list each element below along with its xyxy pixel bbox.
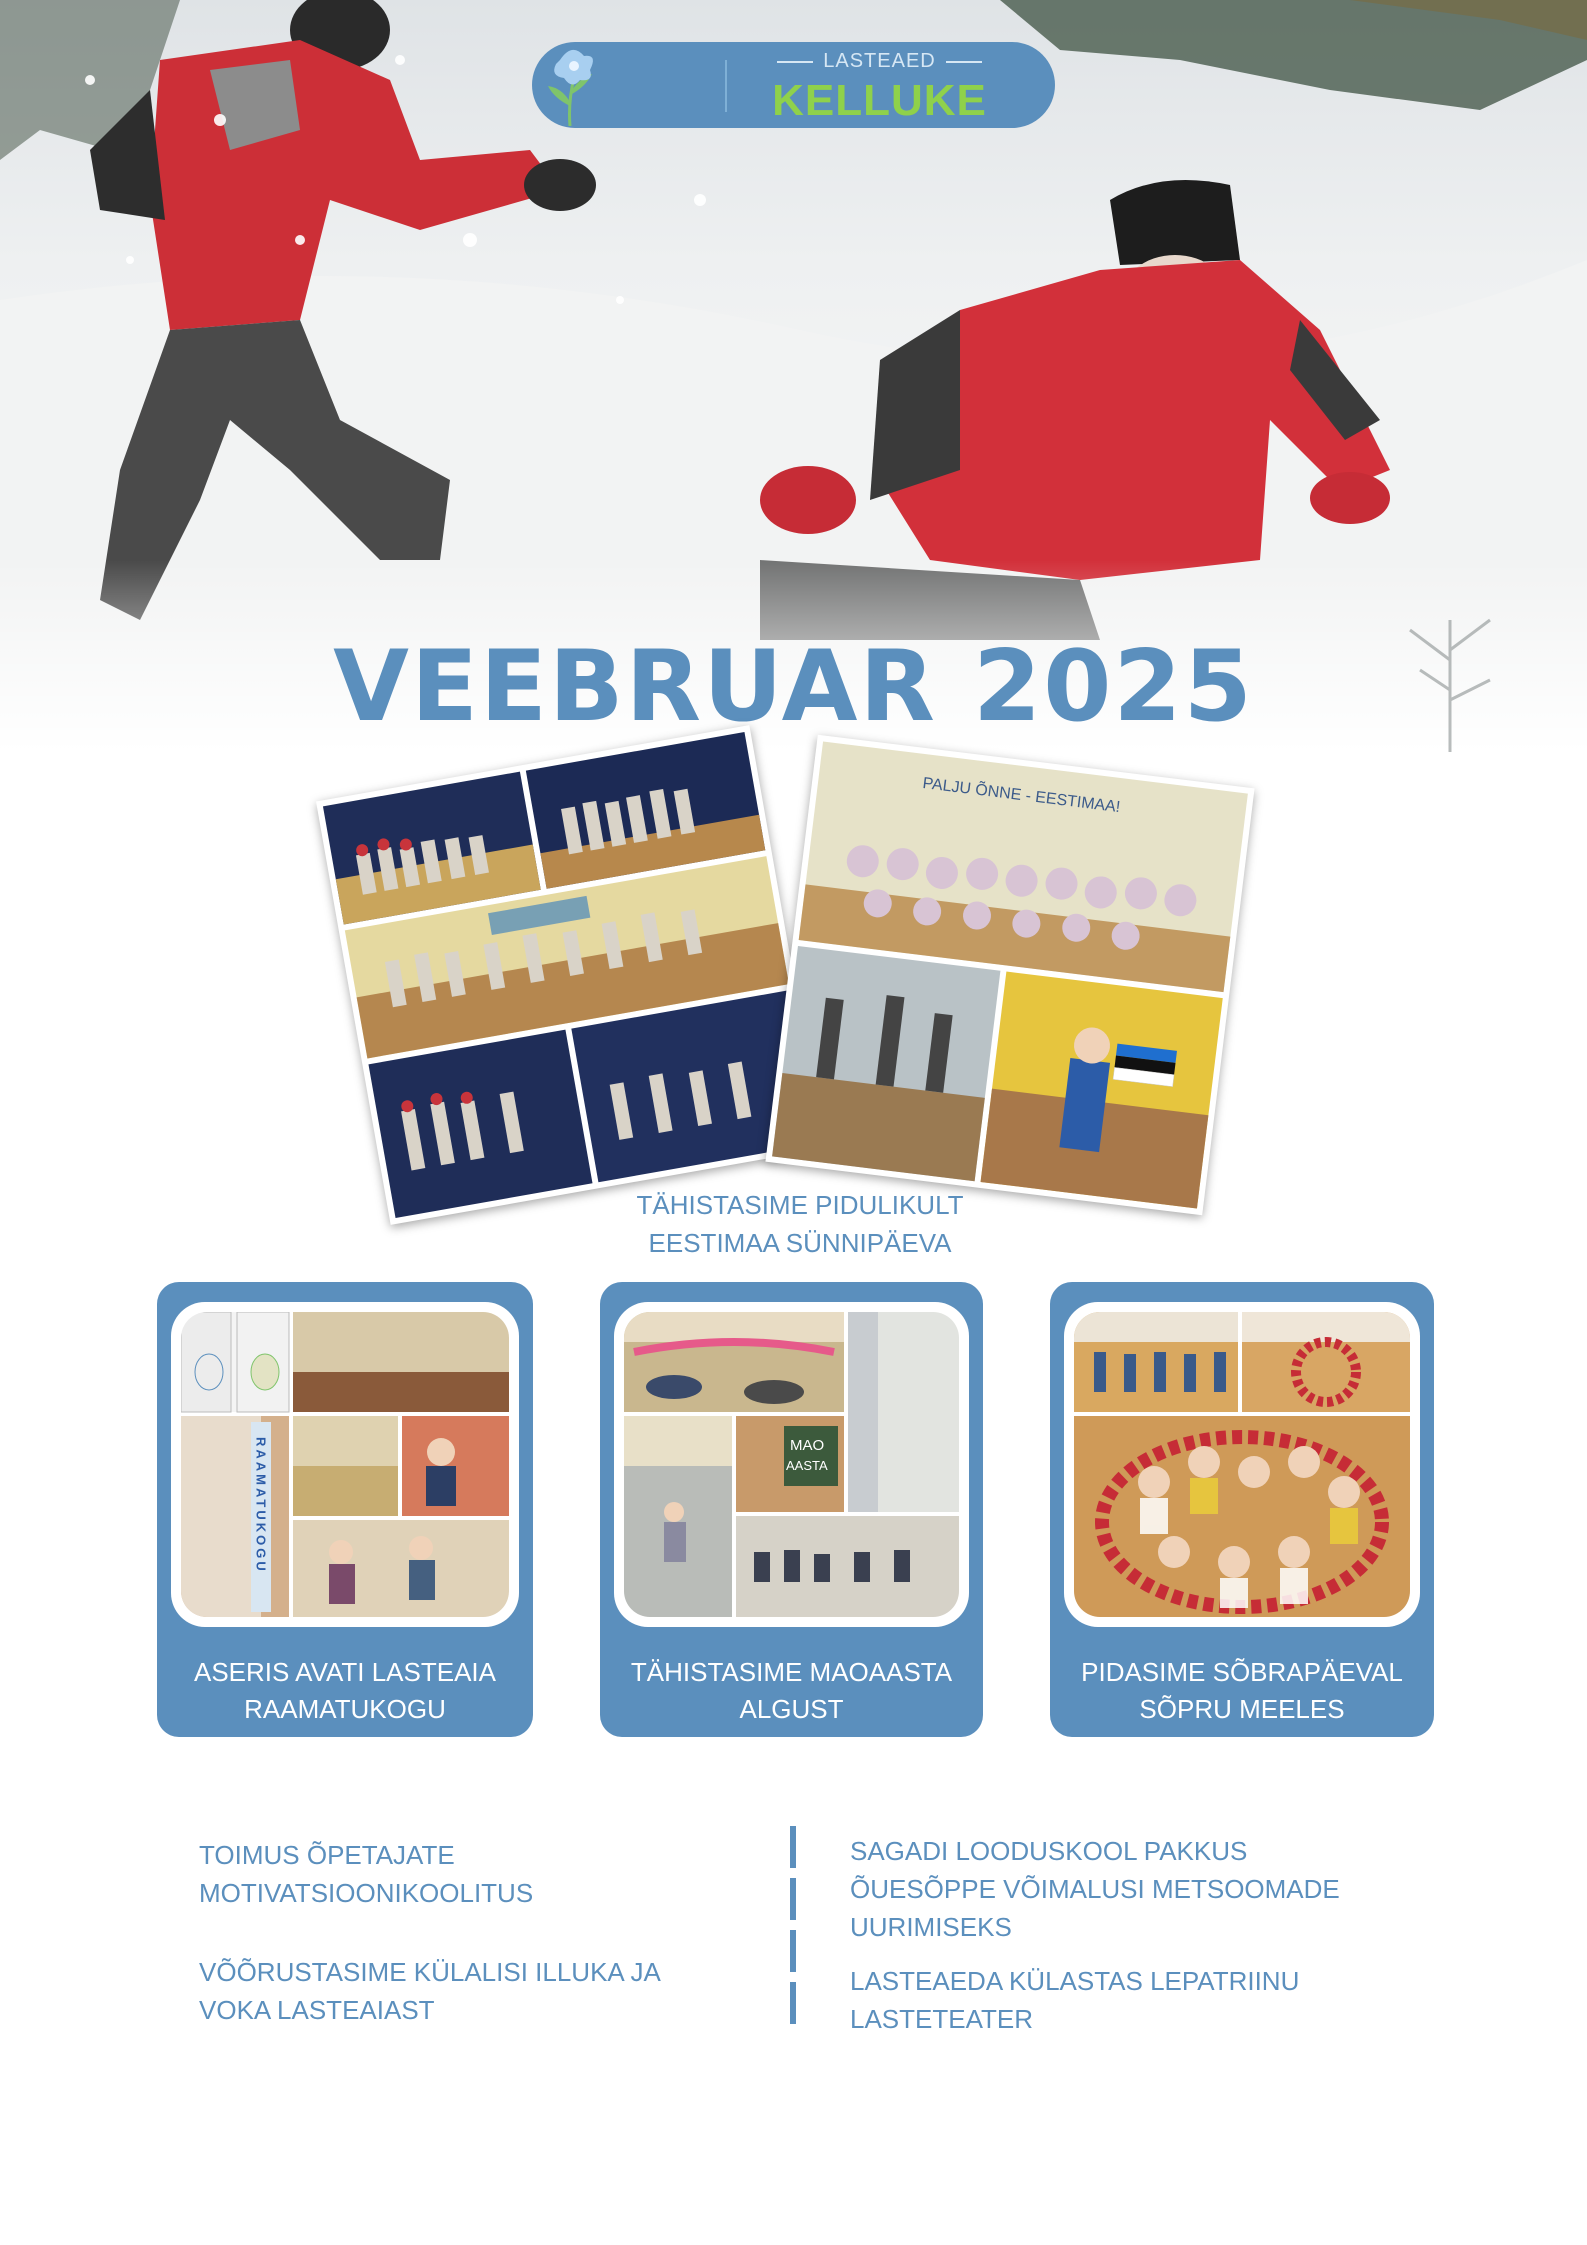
news-item-nature-school-line-3: UURIMISEKS [850, 1912, 1012, 1942]
card-snake-year-caption-line-1: TÄHISTASIME MAOAASTA [630, 1657, 953, 1687]
main-caption-line-1: TÄHISTASIME PIDULIKULT [636, 1190, 964, 1220]
card-library-caption-line-2: RAAMATUKOGU [244, 1694, 446, 1724]
news-item-guests-line-1: VÕÕRUSTASIME KÜLALISI ILLUKA JA [199, 1957, 661, 1987]
card-snake-year-frame [614, 1302, 969, 1627]
news-item-theatre-line-2: LASTETEATER [850, 2004, 1034, 2034]
card-friendship-day-caption [1060, 1654, 1424, 1728]
card-library-caption-line-1: ASERIS AVATI LASTEAIA [194, 1657, 496, 1687]
news-item-teacher-training [199, 1836, 533, 1912]
news-item-nature-school [850, 1832, 1340, 1946]
hero-photo [0, 0, 1587, 752]
snake-sign-line-1: MAO [790, 1437, 825, 1454]
card-friendship-day-caption-line-2: SÕPRU MEELES [1139, 1694, 1345, 1724]
card-snake-year [600, 1282, 983, 1737]
news-item-teacher-training-line-2: MOTIVATSIOONIKOOLITUS [199, 1878, 534, 1908]
friendship-day-collage [1074, 1312, 1410, 1617]
card-friendship-day-caption-line-1: PIDASIME SÕBRAPÄEVAL [1081, 1657, 1403, 1687]
news-item-teacher-training-line-1: TOIMUS ÕPETAJATE [199, 1840, 455, 1870]
card-friendship-day [1050, 1282, 1434, 1737]
card-snake-year-caption [610, 1654, 973, 1728]
news-item-theatre-line-1: LASTEAEDA KÜLASTAS LEPATRIINU [850, 1966, 1300, 1996]
news-item-nature-school-line-2: ÕUESÕPPE VÕIMALUSI METSOOMADE [850, 1874, 1340, 1904]
collage-independence-day-right [765, 735, 1254, 1215]
news-divider [790, 1826, 796, 2030]
card-friendship-day-photo [1074, 1312, 1410, 1617]
news-item-guests-line-2: VOKA LASTEAIAST [199, 1995, 435, 2025]
card-library [157, 1282, 533, 1737]
snake-year-collage [624, 1312, 959, 1617]
card-snake-year-caption-line-2: ALGUST [739, 1694, 844, 1724]
main-caption [600, 1186, 1000, 1262]
logo-divider [725, 60, 727, 112]
bellflower-icon [532, 42, 612, 126]
card-library-caption [167, 1654, 523, 1728]
estonian-flag-icon [1113, 1044, 1177, 1087]
collage-left-photos [316, 725, 824, 1225]
news-item-nature-school-line-1: SAGADI LOODUSKOOL PAKKUS [850, 1836, 1248, 1866]
page-title: VEEBRUAR 2025 [333, 630, 1254, 744]
card-library-frame [171, 1302, 519, 1627]
card-friendship-day-frame [1064, 1302, 1420, 1627]
library-collage [181, 1312, 509, 1617]
news-item-guests [199, 1953, 661, 2029]
news-item-theatre [850, 1962, 1299, 2038]
snake-sign-line-2: AASTA [786, 1458, 828, 1473]
library-sign-text: RAAMATUKOGU [253, 1437, 269, 1574]
card-snake-year-photo [624, 1312, 959, 1617]
main-caption-line-2: EESTIMAA SÜNNIPÄEVA [648, 1228, 952, 1258]
collage-independence-day-left [316, 725, 824, 1225]
collage-right-photos [765, 735, 1254, 1215]
banner-text: PALJU ÕNNE - EESTIMAA! [921, 774, 1122, 817]
logo-name: KELLUKE [772, 76, 987, 125]
logo-badge [532, 42, 1055, 128]
card-library-photo [181, 1312, 509, 1617]
logo-subtitle: LASTEAED [742, 50, 1017, 73]
